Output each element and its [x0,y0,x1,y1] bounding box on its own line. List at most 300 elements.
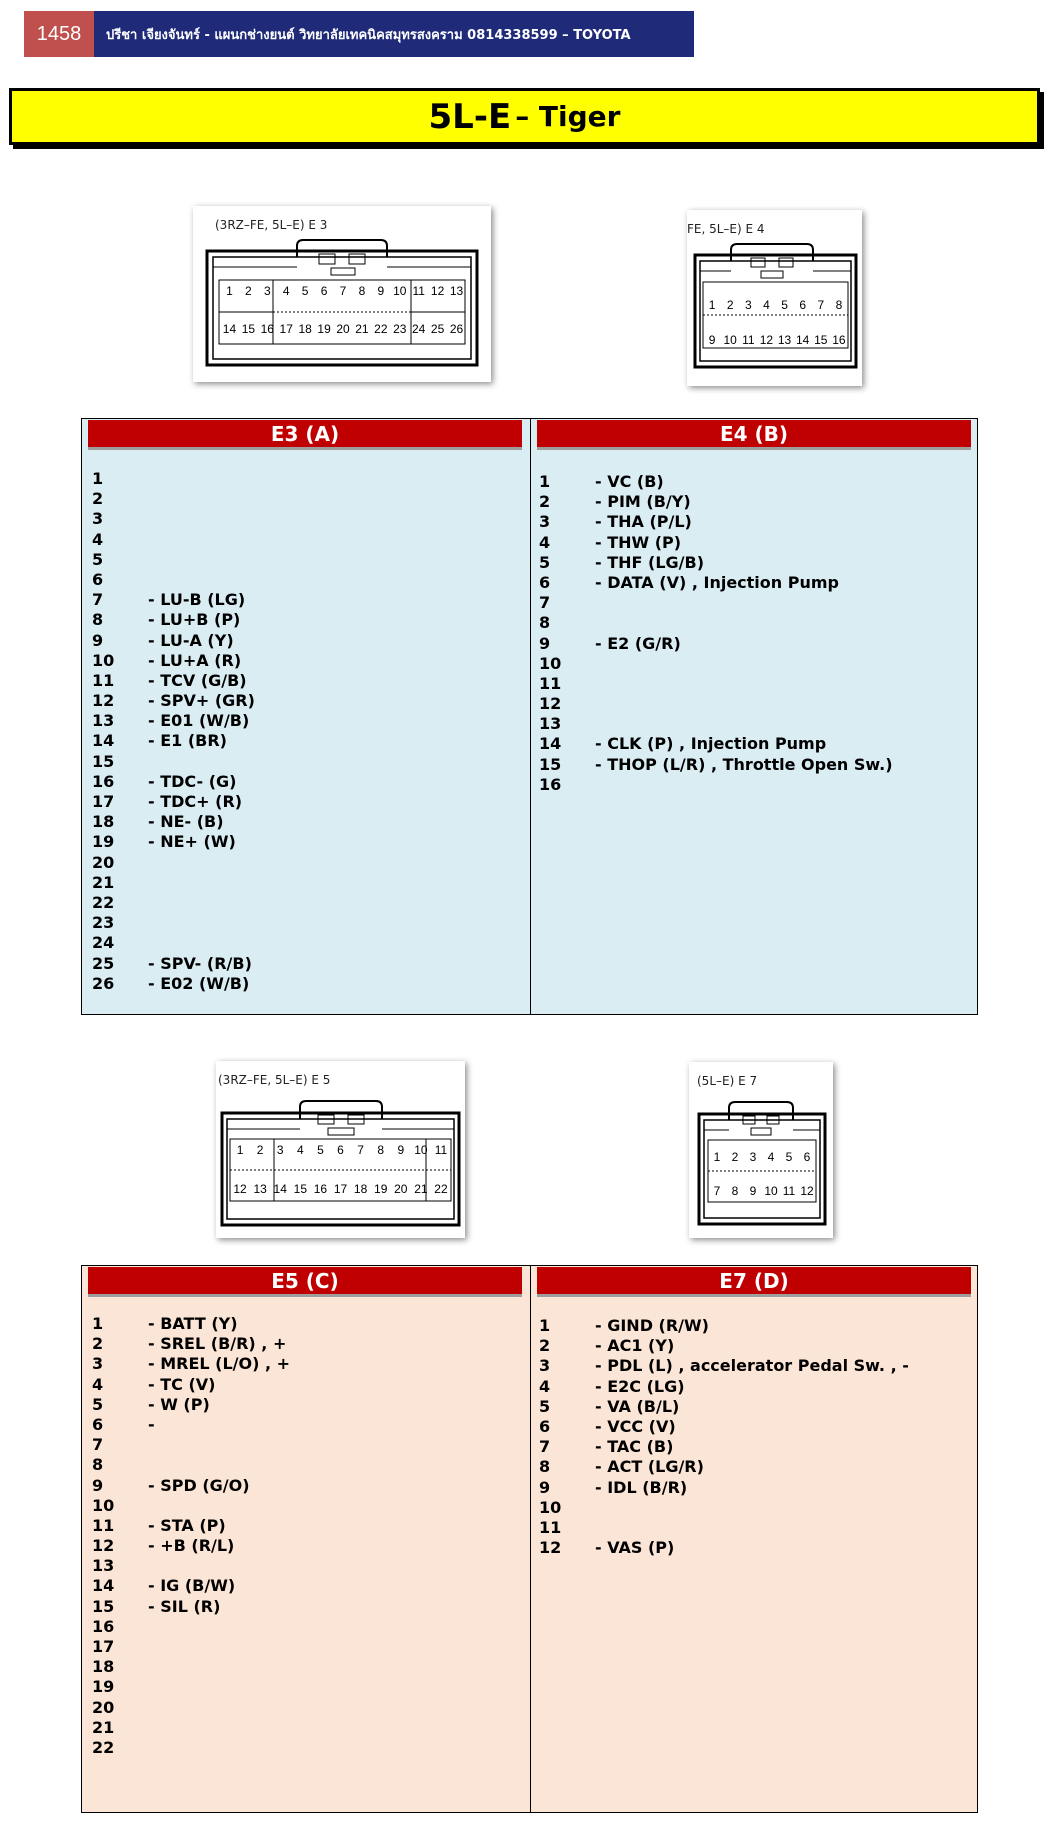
pin-row [92,752,255,772]
pin-row [92,792,255,812]
pin-row [92,1395,290,1415]
connector-pin-label: 15 [241,322,256,336]
pin-signal: - VCC (V) [595,1416,676,1436]
pin-number: 4 [539,532,551,552]
connector-e3-diagram [193,206,491,382]
pin-signal: - AC1 (Y) [595,1336,675,1356]
pin-row [539,1437,909,1457]
pin-row [92,974,255,994]
connector-pin-label: 14 [273,1182,287,1196]
pin-number: 19 [92,1677,115,1697]
pin-number: 6 [92,1414,104,1434]
author-banner: ปรีชา เจียงจันทร์ - แผนกช่างยนต์ วิทยาลัยเทคนิคสมุทรสงคราม 0814338599 – TOYOTA [94,11,694,57]
pin-signal: - BATT (Y) [148,1314,238,1333]
connector-pin-label: 13 [253,1182,267,1196]
pin-number: 4 [92,529,104,549]
pin-signal: - [148,1414,155,1434]
connector-e7-pins-bottom [708,1184,816,1198]
pin-row [92,1415,290,1435]
pin-number: 6 [539,572,551,592]
e3-pin-list [92,469,255,994]
connector-pin-label: 8 [358,284,366,298]
connector-pin-label: 4 [767,1150,775,1164]
connector-pin-label: 7 [339,284,347,298]
pin-signal: - PIM (B/Y) [595,492,691,512]
page-number: 1458 [24,11,94,57]
pin-number: 1 [92,469,104,488]
connector-e5-label: (3RZ–FE, 5L–E) E 5 [218,1073,331,1087]
pin-number: 10 [539,653,562,673]
pin-number: 4 [539,1376,551,1396]
pin-row [92,1496,290,1516]
pin-number: 11 [539,1517,562,1537]
e5-pin-list [92,1314,290,1758]
pin-row [539,573,893,593]
pin-signal: - THA (P/L) [595,512,692,532]
pin-signal: - THW (P) [595,532,682,552]
connector-pin-label: 1 [708,298,716,312]
pin-number: 13 [92,1556,115,1576]
pin-number: 5 [539,1396,551,1416]
pin-row [92,509,255,529]
pin-number: 5 [92,1394,104,1414]
pin-row [92,651,255,671]
pin-row [92,1597,290,1617]
pin-number: 22 [92,1737,115,1757]
pin-row [92,1455,290,1475]
pin-signal: - +B (R/L) [148,1536,235,1556]
pin-row [92,631,255,651]
pin-row [539,1336,909,1356]
connector-pin-label: 3 [749,1150,757,1164]
connector-pin-label: 9 [397,1143,405,1157]
pin-signal: - E2 (G/R) [595,633,681,653]
pin-row [92,1536,290,1556]
connector-e5-pins-bottom [230,1182,451,1196]
pin-number: 14 [539,734,562,754]
connector-pin-label: 16 [260,322,274,336]
pin-row [92,1516,290,1536]
pin-number: 7 [92,1435,104,1455]
pin-number: 6 [539,1416,551,1436]
pin-number: 7 [92,590,104,610]
column-divider [530,1266,531,1812]
pin-row [92,1637,290,1657]
pin-number: 19 [92,832,115,852]
pin-number: 9 [539,633,551,653]
pin-row [92,1476,290,1496]
pin-number: 17 [92,1637,115,1656]
pin-row [92,1698,290,1718]
connector-e7-label: (5L–E) E 7 [697,1074,758,1088]
pin-number: 4 [92,1374,104,1394]
pin-number: 6 [92,569,104,589]
connector-e7-pins-top [708,1150,816,1164]
pin-row [92,671,255,691]
pin-row [92,933,255,953]
pin-row [92,1718,290,1738]
pin-number: 11 [92,670,115,690]
pin-number: 10 [539,1497,562,1517]
pin-number: 9 [539,1477,551,1497]
connector-pin-label: 6 [799,298,807,312]
connector-e4-pins-bottom [703,333,848,347]
pin-signal: - VC (B) [595,472,664,491]
pin-number: 3 [92,1354,104,1374]
pin-number: 20 [92,852,115,872]
connector-pin-label: 16 [832,333,846,347]
pin-row [539,694,893,714]
pin-row [539,1478,909,1498]
connector-pin-label: 1 [713,1150,721,1164]
pin-row [539,775,893,795]
pin-row [92,1657,290,1677]
pin-row [539,512,893,532]
connector-pin-label: 9 [708,333,716,347]
pin-signal: - TDC- (G) [148,771,237,791]
pin-signal: - E2C (LG) [595,1376,685,1396]
connector-e3-pins-top [220,284,466,298]
pin-signal: - MREL (L/O) , + [148,1354,291,1374]
pin-number: 12 [92,1536,115,1556]
connector-pin-label: 8 [377,1143,385,1157]
connector-pin-label: 11 [782,1184,796,1198]
pin-row [92,469,255,489]
pin-number: 15 [92,1596,115,1616]
connector-pin-label: 10 [764,1184,778,1198]
pin-row [539,1417,909,1437]
connector-pin-label: 3 [263,284,271,298]
pin-number: 16 [92,771,115,791]
connector-pin-label: 15 [293,1182,307,1196]
pin-row [539,1457,909,1477]
pin-row [92,1677,290,1697]
pin-number: 7 [539,593,551,613]
pin-number: 10 [92,650,115,670]
pin-signal: - TDC+ (R) [148,792,243,811]
pin-row [539,533,893,553]
pin-signal: - LU-A (Y) [148,630,234,650]
pin-number: 3 [539,512,551,532]
pin-number: 1 [92,1314,104,1333]
heading-e7: E7 (D) [537,1267,971,1294]
connector-pin-label: 21 [414,1182,428,1196]
column-divider [530,419,531,1014]
pin-number: 13 [539,714,562,734]
pin-number: 11 [92,1515,115,1535]
pin-row [92,610,255,630]
pin-number: 16 [92,1616,115,1636]
pin-number: 14 [92,731,115,751]
pin-number: 8 [539,1457,551,1477]
pin-row [539,1316,909,1336]
pin-row [539,734,893,754]
pin-signal: - W (P) [148,1394,210,1414]
pin-signal: - IDL (B/R) [595,1477,688,1497]
pin-row [92,893,255,913]
pin-number: 2 [539,492,551,512]
pin-signal: - SREL (B/R) , + [148,1334,287,1354]
pin-row [539,1356,909,1376]
pin-signal: - ACT (LG/R) [595,1457,704,1477]
connector-pin-label: 11 [412,284,425,298]
pin-signal: - E01 (W/B) [148,711,250,731]
connector-pin-label: 4 [763,298,770,312]
pin-row [92,711,255,731]
connector-e3-label: (3RZ–FE, 5L–E) E 3 [215,218,328,232]
pin-row [539,674,893,694]
connector-pin-label: 6 [803,1150,811,1164]
pin-number: 15 [92,751,115,771]
pin-signal: - IG (B/W) [148,1576,236,1596]
pin-number: 21 [92,872,115,892]
pin-number: 5 [539,552,551,572]
pin-number: 2 [92,489,104,509]
pin-number: 15 [539,754,562,774]
connector-pin-label: 17 [279,322,293,336]
pin-row [92,853,255,873]
connector-pin-label: 13 [777,333,792,347]
pin-row [539,1498,909,1518]
connector-pin-label: 11 [434,1143,448,1157]
pin-signal: - GIND (R/W) [595,1316,709,1335]
pin-signal: - SPV+ (GR) [148,691,255,711]
pin-row [539,714,893,734]
title-main: 5L-E [428,96,512,137]
pin-number: 12 [539,694,562,714]
pin-row [539,553,893,573]
pin-row [92,1354,290,1374]
pin-signal: - DATA (V) , Injection Pump [595,572,839,592]
connector-e5-pins-top [230,1143,451,1157]
connector-pin-label: 17 [333,1182,348,1196]
connector-pin-label: 26 [449,322,464,336]
pin-row [92,570,255,590]
connector-pin-label: 2 [245,284,252,298]
pin-signal: - CLK (P) , Injection Pump [595,734,827,754]
pin-signal: - TAC (B) [595,1437,674,1457]
pin-row [539,1538,909,1558]
connector-pin-label: 19 [374,1182,388,1196]
connector-pin-label: 10 [414,1143,428,1157]
connector-pin-label: 2 [731,1150,739,1164]
connector-pin-label: 10 [723,333,737,347]
pin-row [92,489,255,509]
pin-row [539,1377,909,1397]
pin-number: 18 [92,1657,115,1677]
pin-row [92,1314,290,1334]
pin-row [92,550,255,570]
connector-pin-label: 5 [301,284,309,298]
connector-pin-label: 2 [256,1143,264,1157]
pin-number: 18 [92,812,115,832]
connector-e5-diagram [216,1061,465,1238]
connector-pin-label: 7 [817,298,825,312]
pin-table-e5-e7 [81,1265,978,1813]
connector-pin-label: 11 [742,333,755,347]
pin-number: 8 [92,610,104,630]
pin-number: 5 [92,549,104,569]
e7-pin-list [539,1316,909,1558]
pin-number: 9 [92,1475,104,1495]
pin-signal: - THF (LG/B) [595,552,705,572]
pin-row [92,1435,290,1455]
connector-pin-label: 7 [713,1184,721,1198]
connector-pin-label: 23 [393,322,407,336]
pin-number: 20 [92,1697,115,1717]
pin-row [92,772,255,792]
connector-pin-label: 3 [276,1143,284,1157]
heading-e4: E4 (B) [537,420,971,447]
pin-signal: - NE- (B) [148,812,224,832]
title-subtitle: – Tiger [515,100,621,133]
pin-number: 16 [539,774,562,794]
connector-pin-label: 12 [430,284,445,298]
connector-pin-label: 14 [796,333,810,347]
pin-signal: - E02 (W/B) [148,973,250,993]
connector-pin-label: 12 [759,333,774,347]
pin-signal: - SPD (G/O) [148,1475,250,1495]
pin-number: 11 [539,673,562,693]
connector-pin-label: 10 [393,284,407,298]
pin-row [92,873,255,893]
connector-pin-label: 5 [785,1150,793,1164]
pin-number: 21 [92,1717,115,1737]
connector-pin-label: 3 [744,298,752,312]
pin-number: 9 [92,630,104,650]
connector-pin-label: 20 [394,1182,408,1196]
connector-e7-diagram [689,1062,833,1238]
connector-pin-label: 22 [374,322,388,336]
connector-pin-label: 5 [781,298,788,312]
pin-signal: - THOP (L/R) , Throttle Open Sw.) [595,754,893,774]
pin-number: 25 [92,953,115,973]
connector-e4-label: FE, 5L–E) E 4 [687,222,765,236]
pin-table-e3-e4 [81,418,978,1015]
pin-row [539,634,893,654]
connector-pin-label: 19 [317,322,331,336]
connector-pin-label: 22 [434,1182,448,1196]
pin-row [92,1738,290,1758]
pin-row [92,1556,290,1576]
connector-e4-diagram [687,210,862,386]
pin-row [92,1576,290,1596]
connector-pin-label: 16 [313,1182,328,1196]
connector-pin-label: 25 [430,322,445,336]
pin-signal: - LU+A (R) [148,650,242,670]
pin-number: 13 [92,711,115,731]
pin-row [92,1334,290,1354]
pin-signal: - PDL (L) , accelerator Pedal Sw. , - [595,1356,909,1376]
pin-number: 26 [92,973,115,993]
pin-number: 17 [92,792,115,811]
pin-row [92,731,255,751]
pin-number: 10 [92,1495,115,1515]
pin-number: 14 [92,1576,115,1596]
connector-pin-label: 9 [377,284,385,298]
pin-row [92,1375,290,1395]
pin-number: 12 [539,1538,562,1558]
connector-pin-label: 12 [233,1182,247,1196]
pin-row [539,654,893,674]
pin-row [92,913,255,933]
pin-row [92,832,255,852]
connector-e4-pins-top [703,298,848,312]
pin-number: 2 [539,1336,551,1356]
connector-pin-label: 18 [353,1182,368,1196]
connector-pin-label: 18 [298,322,312,336]
heading-e5: E5 (C) [88,1267,522,1294]
pin-row [92,954,255,974]
pin-number: 3 [92,509,104,529]
pin-signal: - STA (P) [148,1515,226,1535]
connector-pin-label: 2 [726,298,734,312]
pin-row [92,812,255,832]
pin-number: 1 [539,1316,551,1335]
connector-pin-label: 4 [282,284,290,298]
connector-pin-label: 5 [317,1143,324,1157]
pin-signal: - TC (V) [148,1374,216,1394]
pin-number: 12 [92,691,115,711]
pin-signal: - NE+ (W) [148,832,236,852]
connector-pin-label: 1 [236,1143,244,1157]
pin-row [539,593,893,613]
pin-row [539,755,893,775]
pin-row [92,590,255,610]
pin-signal: - SPV- (R/B) [148,953,252,973]
pin-row [92,530,255,550]
pin-signal: - E1 (BR) [148,731,227,751]
pin-number: 2 [92,1334,104,1354]
pin-signal: - VA (B/L) [595,1396,680,1416]
pin-signal: - VAS (P) [595,1538,675,1558]
connector-pin-label: 6 [337,1143,344,1157]
connector-pin-label: 7 [357,1143,364,1157]
connector-pin-label: 1 [226,284,233,298]
pin-signal: - TCV (G/B) [148,670,247,690]
pin-number: 22 [92,892,115,912]
connector-pin-label: 13 [449,284,464,298]
connector-pin-label: 21 [355,322,369,336]
connector-pin-label: 15 [814,333,828,347]
pin-number: 24 [92,933,115,953]
connector-pin-label: 8 [835,298,843,312]
pin-row [92,691,255,711]
page-title [9,88,1040,145]
connector-pin-label: 9 [749,1184,757,1198]
pin-number: 1 [539,472,551,491]
pin-number: 8 [92,1455,104,1475]
heading-e3: E3 (A) [88,420,522,447]
pin-row [539,472,893,492]
connector-pin-label: 12 [800,1184,814,1198]
connector-pin-label: 4 [296,1143,304,1157]
pin-number: 23 [92,913,115,933]
connector-pin-label: 24 [412,322,426,336]
pin-row [539,1518,909,1538]
connector-pin-label: 20 [336,322,350,336]
pin-row [92,1617,290,1637]
connector-pin-label: 8 [731,1184,739,1198]
connector-pin-label: 6 [320,284,328,298]
pin-number: 8 [539,613,551,633]
connector-e3-pins-bottom [220,322,466,336]
e4-pin-list [539,472,893,795]
pin-signal: - LU+B (P) [148,610,241,630]
pin-signal: - SIL (R) [148,1596,221,1616]
connector-pin-label: 14 [222,322,237,336]
pin-row [539,1397,909,1417]
